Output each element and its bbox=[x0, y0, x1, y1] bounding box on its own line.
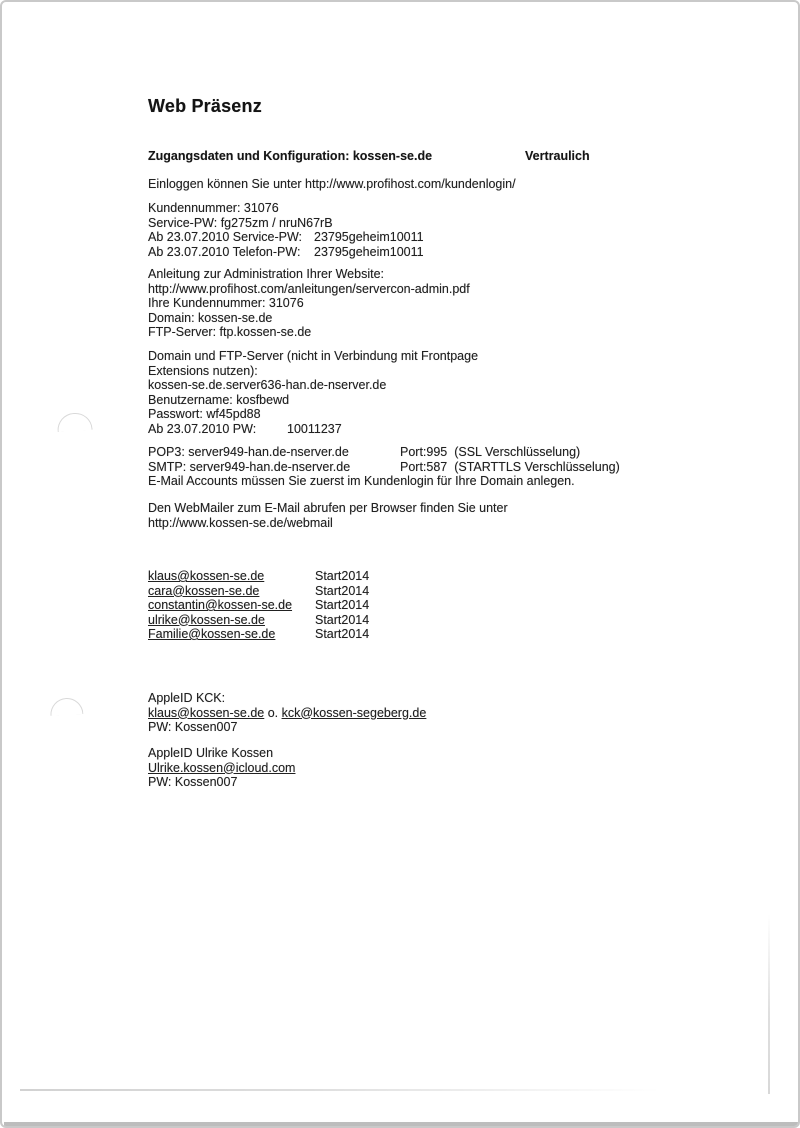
apple-id-ulrike-block bbox=[148, 746, 295, 790]
smtp-line bbox=[148, 460, 620, 475]
email-link[interactable]: klaus@kossen-se.de bbox=[148, 569, 265, 583]
admin-ftp-server: FTP-Server: ftp.kossen-se.de bbox=[148, 325, 312, 339]
webmail-intro: Den WebMailer zum E-Mail abrufen per Browser finden Sie unter bbox=[148, 501, 508, 515]
apple-id-ulrike-heading: AppleID Ulrike Kossen bbox=[148, 746, 274, 760]
section-header: Zugangsdaten und Konfiguration: kossen-se.de bbox=[148, 149, 433, 163]
email-password: Start2014 bbox=[315, 612, 370, 627]
paper-edge-shadow bbox=[768, 914, 770, 1094]
kundennummer-line: Kundennummer: 31076 bbox=[148, 201, 279, 215]
ftp-pw-2010-line bbox=[148, 422, 478, 437]
webmail-url: http://www.kossen-se.de/webmail bbox=[148, 515, 333, 530]
apple-id-kck-heading: AppleID KCK: bbox=[148, 691, 226, 705]
scan-artifact-line bbox=[20, 1089, 660, 1091]
telefon-pw-2010-line bbox=[148, 245, 424, 260]
apple-id-kck-pw: PW: Kossen007 bbox=[148, 720, 238, 734]
email-password: Start2014 bbox=[315, 569, 370, 583]
ftp-benutzername: Benutzername: kosfbewd bbox=[148, 392, 290, 407]
table-row bbox=[148, 584, 369, 599]
admin-domain: Domain: kossen-se.de bbox=[148, 310, 273, 325]
ftp-block bbox=[148, 349, 478, 436]
punch-hole-mark bbox=[50, 697, 84, 716]
pop3-port: Port:995 (SSL Verschlüsselung) bbox=[400, 445, 581, 459]
service-pw-2010-value: 23795geheim10011 bbox=[314, 230, 424, 244]
email-link[interactable]: Ulrike.kossen@icloud.com bbox=[148, 760, 296, 775]
table-row bbox=[148, 598, 369, 613]
email-link[interactable]: Familie@kossen-se.de bbox=[148, 627, 276, 641]
mail-note: E-Mail Accounts müssen Sie zuerst im Kundenlogin für Ihre Domain anlegen. bbox=[148, 474, 575, 488]
admin-kundennummer: Ihre Kundennummer: 31076 bbox=[148, 296, 304, 310]
ftp-heading-line2: Extensions nutzen): bbox=[148, 363, 258, 378]
pop3-line bbox=[148, 445, 620, 460]
apple-id-kck-emails bbox=[148, 706, 426, 721]
email-accounts-table bbox=[148, 569, 369, 642]
confidential-label: Vertraulich bbox=[525, 149, 590, 163]
table-row bbox=[148, 569, 369, 584]
email-password: Start2014 bbox=[315, 583, 370, 598]
admin-heading: Anleitung zur Administration Ihrer Website: bbox=[148, 267, 384, 281]
table-row bbox=[148, 627, 369, 642]
admin-block bbox=[148, 267, 470, 340]
smtp-host: SMTP: server949-han.de-nserver.de bbox=[148, 459, 351, 474]
scanner-bottom-bar bbox=[4, 1122, 798, 1128]
webmail-block bbox=[148, 501, 508, 530]
page-title: Web Präsenz bbox=[148, 96, 262, 116]
account-block bbox=[148, 201, 424, 259]
apple-id-ulrike-email-line bbox=[148, 761, 295, 776]
mail-server-block bbox=[148, 445, 620, 489]
service-pw-line: Service-PW: fg275zm / nruN67rB bbox=[148, 215, 333, 230]
email-link[interactable]: kck@kossen-segeberg.de bbox=[281, 705, 427, 720]
email-link[interactable]: constantin@kossen-se.de bbox=[148, 598, 293, 612]
service-pw-2010-line bbox=[148, 230, 424, 245]
email-password: Start2014 bbox=[315, 598, 370, 612]
ftp-server-host: kossen-se.de.server636-han.de-nserver.de bbox=[148, 378, 387, 392]
pop3-host: POP3: server949-han.de-nserver.de bbox=[148, 445, 349, 459]
ftp-passwort: Passwort: wf45pd88 bbox=[148, 407, 261, 421]
apple-id-kck-block bbox=[148, 691, 426, 735]
apple-id-ulrike-pw: PW: Kossen007 bbox=[148, 775, 238, 789]
telefon-pw-2010-label: Ab 23.07.2010 Telefon-PW: bbox=[148, 244, 301, 259]
admin-manual-url: http://www.profihost.com/anleitungen/servercon-admin.pdf bbox=[148, 281, 470, 296]
email-password: Start2014 bbox=[315, 627, 370, 641]
smtp-port: Port:587 (STARTTLS Verschlüsselung) bbox=[400, 459, 620, 474]
email-link[interactable]: cara@kossen-se.de bbox=[148, 583, 260, 598]
punch-hole-mark bbox=[56, 412, 92, 432]
ftp-pw-2010-value: 10011237 bbox=[287, 421, 342, 436]
ftp-pw-2010-label: Ab 23.07.2010 PW: bbox=[148, 421, 257, 436]
table-row bbox=[148, 613, 369, 628]
service-pw-2010-label: Ab 23.07.2010 Service-PW: bbox=[148, 230, 303, 244]
login-intro-line: Einloggen können Sie unter http://www.profihost.com/kundenlogin/ bbox=[148, 177, 516, 191]
telefon-pw-2010-value: 23795geheim10011 bbox=[314, 244, 424, 259]
email-link[interactable]: klaus@kossen-se.de bbox=[148, 705, 265, 720]
ftp-heading-line1: Domain und FTP-Server (nicht in Verbindung mit Frontpage bbox=[148, 349, 479, 363]
apple-id-separator: o. bbox=[264, 705, 282, 720]
email-link[interactable]: ulrike@kossen-se.de bbox=[148, 612, 265, 627]
